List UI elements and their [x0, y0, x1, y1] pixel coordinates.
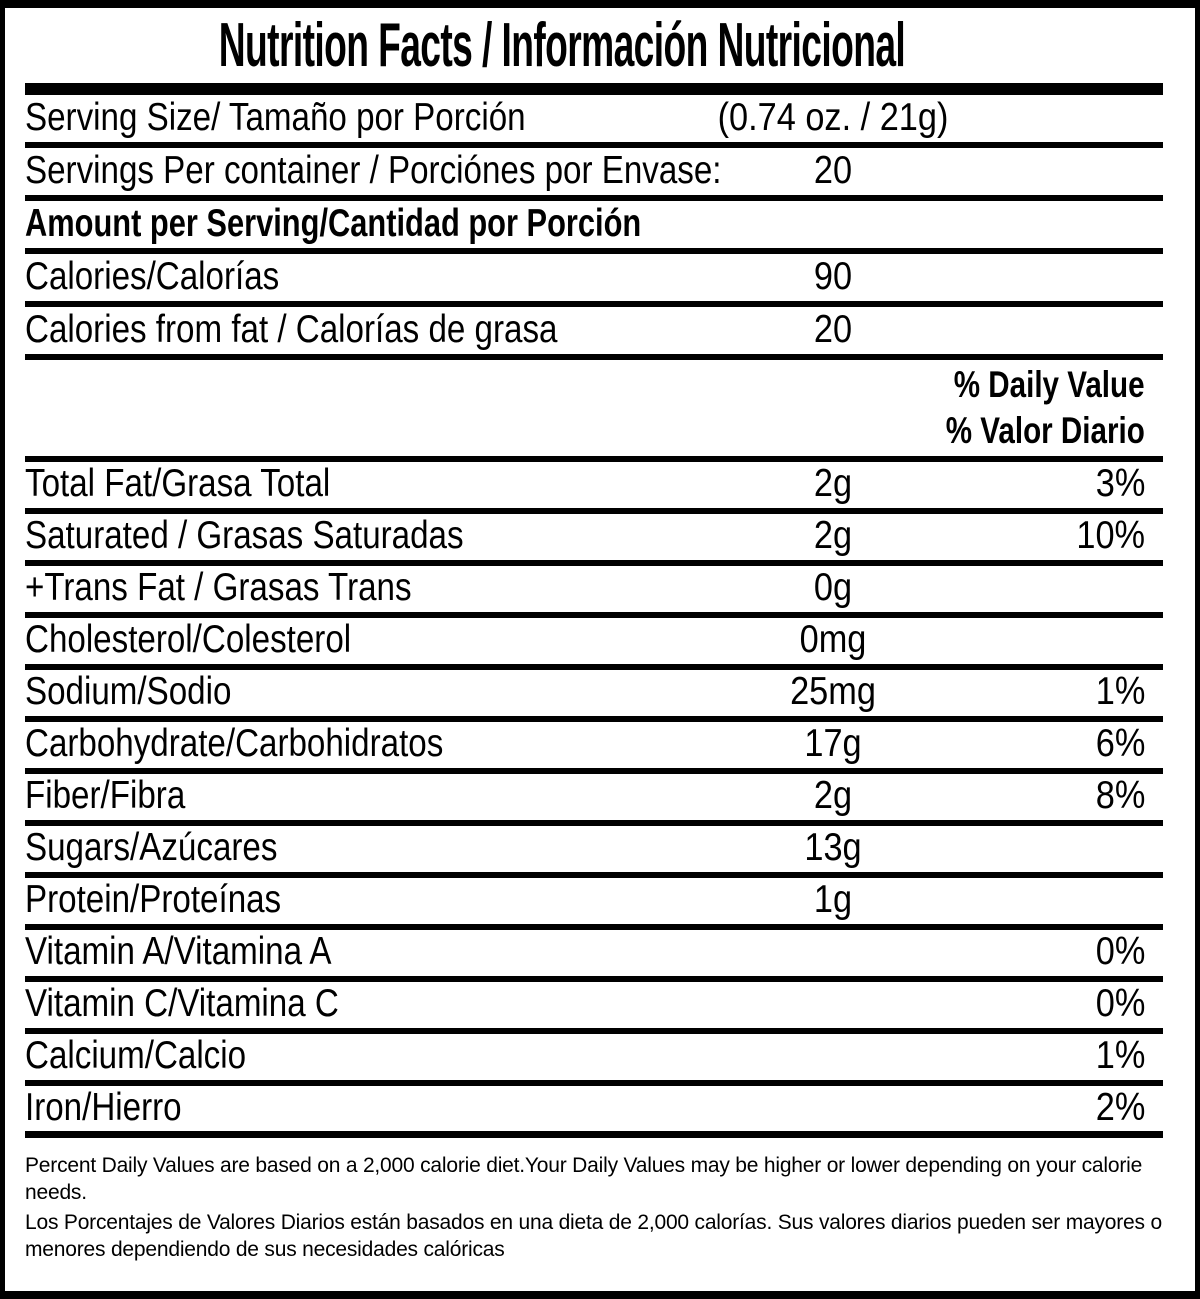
calories-row — [25, 254, 1163, 307]
title-separator-bar — [25, 83, 1163, 95]
amount-per-serving-header-row — [25, 201, 1163, 254]
nutrient-label: Fiber/Fibra — [25, 774, 186, 818]
nutrient-value: 25mg — [790, 670, 876, 714]
nutrient-row-trans-fat — [25, 566, 1163, 618]
nutrient-pct: 1% — [1095, 670, 1145, 714]
nutrient-row-total-fat — [25, 462, 1163, 514]
nutrient-value: 1g — [813, 878, 853, 922]
nutrient-row-vitamin-a — [25, 930, 1163, 982]
nutrient-pct: 8% — [1095, 774, 1145, 818]
calories-value: 90 — [813, 254, 853, 298]
label-content — [25, 8, 1163, 1263]
nutrient-value: 13g — [804, 826, 862, 870]
nutrient-label: Saturated / Grasas Saturadas — [25, 514, 464, 558]
nutrient-label: Vitamin A/Vitamina A — [25, 930, 332, 974]
nutrient-label: Total Fat/Grasa Total — [25, 462, 331, 506]
nutrient-value: 2g — [813, 774, 853, 818]
daily-value-header-es: % Valor Diario — [945, 410, 1145, 451]
nutrient-pct: 1% — [1095, 1034, 1145, 1078]
nutrient-row-vitamin-c — [25, 982, 1163, 1034]
nutrient-label: +Trans Fat / Grasas Trans — [25, 566, 412, 610]
nutrient-label: Iron/Hierro — [25, 1085, 182, 1129]
nutrient-row-sodium — [25, 670, 1163, 722]
nutrient-label: Protein/Proteínas — [25, 878, 282, 922]
nutrient-row-calcium — [25, 1034, 1163, 1086]
nutrient-row-sugars — [25, 826, 1163, 878]
daily-value-header-en: % Daily Value — [954, 364, 1145, 405]
nutrient-label: Carbohydrate/Carbohidratos — [25, 722, 444, 766]
calories-from-fat-row — [25, 307, 1163, 360]
nutrient-label: Sugars/Azúcares — [25, 826, 278, 870]
nutrient-pct: 0% — [1095, 982, 1145, 1026]
nutrient-row-carbohydrate — [25, 722, 1163, 774]
nutrient-label: Vitamin C/Vitamina C — [25, 982, 339, 1026]
nutrient-value: 17g — [804, 722, 862, 766]
serving-size-label: Serving Size/ Tamaño por Porción — [25, 95, 526, 139]
nutrient-label: Sodium/Sodio — [25, 670, 232, 714]
nutrient-pct: 2% — [1095, 1085, 1145, 1129]
nutrient-value: 0mg — [799, 618, 867, 662]
nutrient-pct: 0% — [1095, 930, 1145, 974]
daily-value-header-block — [25, 360, 1163, 462]
nutrient-value: 2g — [813, 462, 853, 506]
footnote-es: Los Porcentajes de Valores Diarios están basados en una dieta de 2,000 calorías. Sus valores diarios pueden ser mayores o menores dependiendo de sus necesidades calóricas — [25, 1211, 1162, 1261]
nutrient-row-iron — [25, 1086, 1163, 1138]
nutrient-row-saturated-fat — [25, 514, 1163, 566]
footnote-en: Percent Daily Values are based on a 2,000 calorie diet.Your Daily Values may be higher or lower depending on your calorie needs. — [25, 1154, 1143, 1204]
serving-size-value: (0.74 oz. / 21g) — [717, 95, 949, 139]
amount-per-serving-header: Amount per Serving/Cantidad por Porción — [25, 201, 642, 245]
calories-label: Calories/Calorías — [25, 254, 280, 298]
nutrient-pct: 10% — [1076, 514, 1145, 558]
nutrient-row-protein — [25, 878, 1163, 930]
calories-from-fat-label: Calories from fat / Calorías de grasa — [25, 307, 558, 351]
nutrient-row-fiber — [25, 774, 1163, 826]
page-title: Nutrition Facts / Información Nutricional — [218, 11, 906, 80]
nutrient-label: Calcium/Calcio — [25, 1034, 247, 1078]
nutrient-pct: 3% — [1095, 462, 1145, 506]
nutrient-value: 0g — [813, 566, 853, 610]
calories-from-fat-value: 20 — [813, 307, 853, 351]
footnotes — [25, 1138, 1163, 1263]
nutrient-value: 2g — [813, 514, 853, 558]
servings-per-container-label: Servings Per container / Porciónes por Envase: — [25, 148, 722, 192]
nutrient-row-cholesterol — [25, 618, 1163, 670]
nutrient-pct: 6% — [1095, 722, 1145, 766]
servings-per-container-row — [25, 148, 1163, 201]
title-area — [25, 8, 1163, 83]
nutrient-label: Cholesterol/Colesterol — [25, 618, 352, 662]
serving-size-row — [25, 95, 1163, 148]
servings-per-container-value: 20 — [813, 148, 853, 192]
